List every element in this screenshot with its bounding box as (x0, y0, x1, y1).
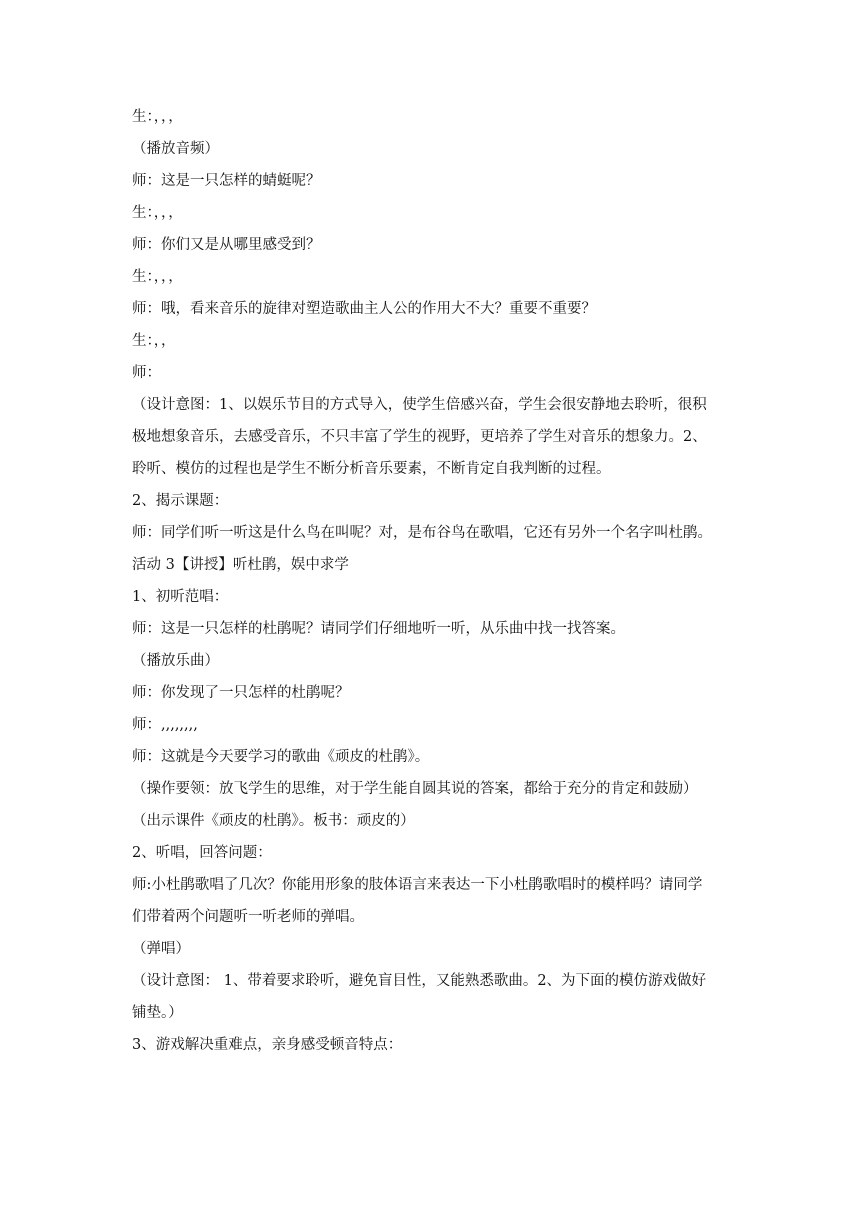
text-line: （操作要领：放飞学生的思维，对于学生能自圆其说的答案，都给于充分的肯定和鼓励） (132, 781, 698, 797)
text-line: 活动 3【讲授】听杜鹃，娱中求学 (132, 557, 349, 573)
text-line: 们带着两个问题听一听老师的弹唱。 (132, 909, 364, 925)
text-line: 师：同学们听一听这是什么鸟在叫呢？对，是布谷鸟在歌唱，它还有另外一个名字叫杜鹃。 (132, 525, 712, 541)
text-line: 师：这就是今天要学习的歌曲《顽皮的杜鹃》。 (132, 749, 430, 765)
text-line: （设计意图： 1、带着要求聆听，避免盲目性，又能熟悉歌曲。2、为下面的模仿游戏做好 (132, 973, 707, 989)
text-line: 生：，，， (132, 109, 183, 125)
text-line: （出示课件《顽皮的杜鹃》。板书：顽皮的） (132, 813, 415, 829)
text-line: 生：，，， (132, 269, 183, 285)
text-line: 师：你们又是从哪里感受到？ (132, 237, 321, 253)
text-line: 师： (132, 365, 161, 381)
text-line: 师：这是一只怎样的杜鹃呢？请同学们仔细地听一听，从乐曲中找一找答案。 (132, 621, 625, 637)
text-line: 生：，， (132, 333, 176, 349)
text-line: 师：这是一只怎样的蜻蜓呢？ (132, 173, 321, 189)
text-line: 1、初听范唱： (132, 589, 229, 605)
text-line: 师:小杜鹃歌唱了几次？你能用形象的肢体语言来表达一下小杜鹃歌唱时的模样吗？请同学 (132, 877, 703, 893)
text-line: 极地想象音乐，去感受音乐，不只丰富了学生的视野，更培养了学生对音乐的想象力。2、 (132, 429, 707, 445)
text-line: 2、听唱，回答问题： (132, 845, 272, 861)
text-line: 师：哦，看来音乐的旋律对塑造歌曲主人公的作用大不大？重要不重要？ (132, 301, 596, 317)
text-line: 2、揭示课题： (132, 493, 229, 509)
text-line: （播放乐曲） (132, 653, 219, 669)
text-line: 聆听、模仿的过程也是学生不断分析音乐要素，不断肯定自我判断的过程。 (132, 461, 611, 477)
text-line: 铺垫。） (132, 1005, 183, 1021)
document-body (132, 108, 732, 1068)
text-line: （设计意图：1、以娱乐节目的方式导入，使学生倍感兴奋，学生会很安静地去聆听，很积 (132, 397, 707, 413)
text-line: （弹唱） (132, 941, 190, 957)
text-line: （播放音频） (132, 141, 219, 157)
text-line: 3、游戏解决重难点，亲身感受顿音特点： (132, 1037, 403, 1053)
text-line: 师：,,,,,,,, (132, 717, 198, 733)
text-line: 师：你发现了一只怎样的杜鹃呢？ (132, 685, 350, 701)
text-line: 生：，，， (132, 205, 183, 221)
